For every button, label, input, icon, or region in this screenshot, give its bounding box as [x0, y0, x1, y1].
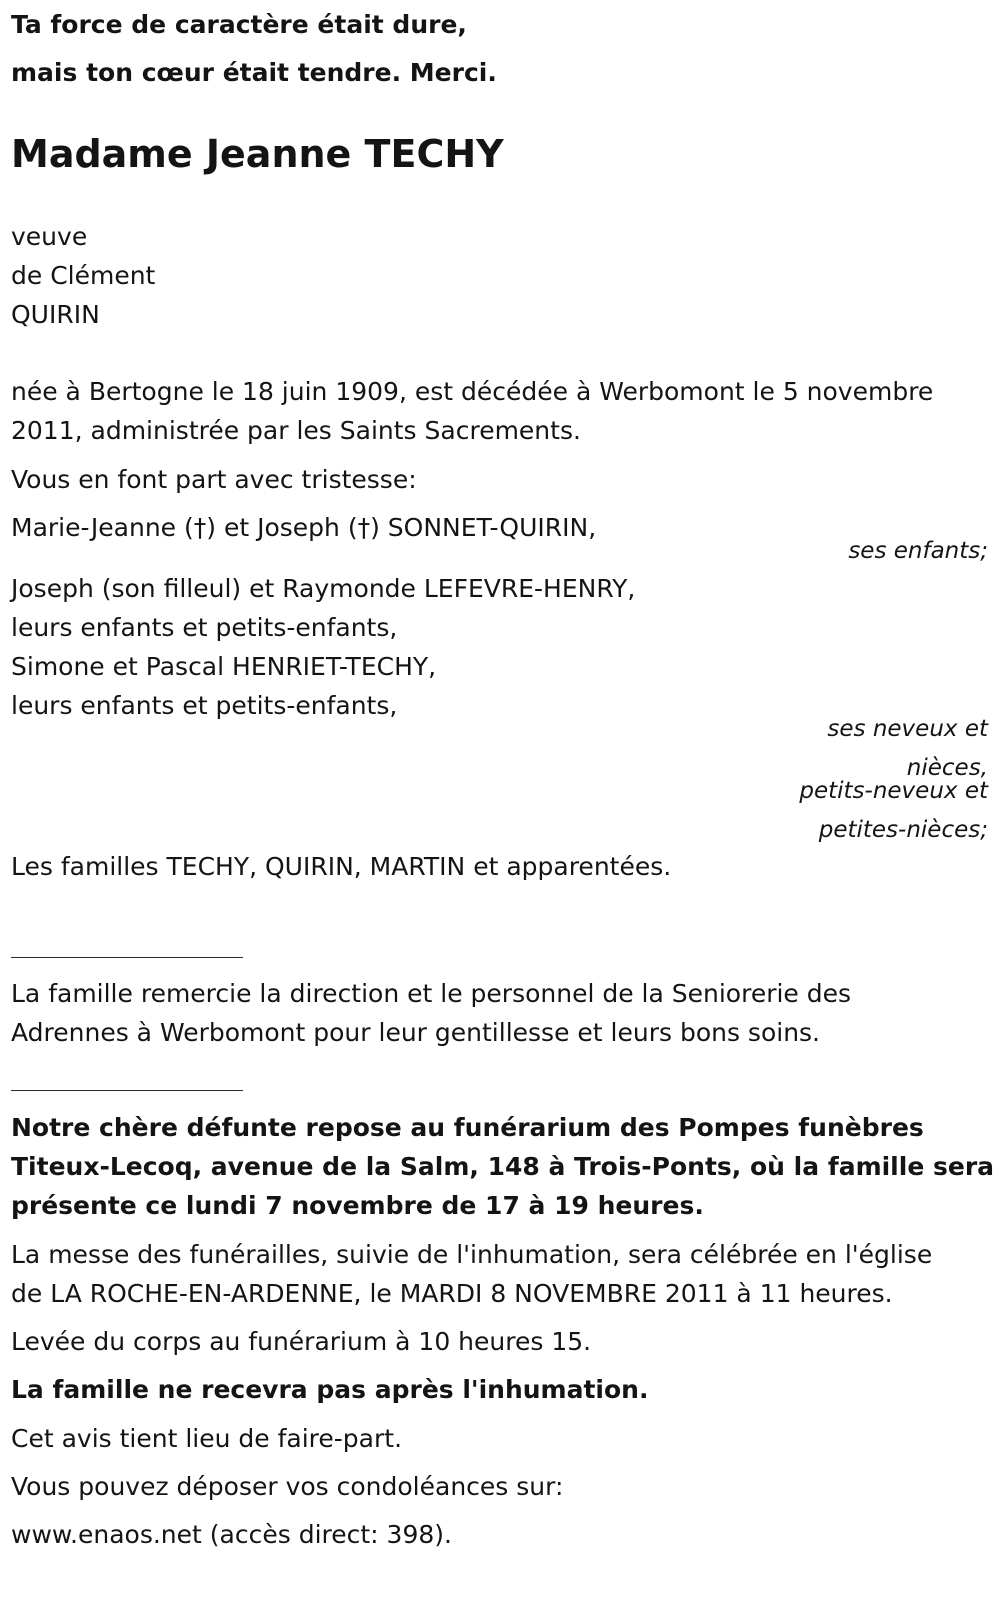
condolences-site: www.enaos.net (accès direct: 398). [11, 1520, 452, 1549]
notice-line: Cet avis tient lieu de faire-part. [11, 1424, 403, 1453]
nephews-role-line-1: ses neveux et [827, 716, 988, 742]
mass-line-1: La messe des funérailles, suivie de l'inhumation, sera célébrée en l'église [11, 1240, 933, 1269]
condolences-intro: Vous pouvez déposer vos condoléances sur: [11, 1472, 564, 1501]
family-intro: Vous en font part avec tristesse: [11, 465, 417, 494]
rest-line-2: Titeux-Lecoq, avenue de la Salm, 148 à Trois-Ponts, où la famille sera [11, 1152, 995, 1181]
separator-2 [11, 1090, 243, 1091]
deceased-name: Madame Jeanne TECHY [11, 132, 504, 176]
nephews-line-1: Joseph (son filleul) et Raymonde LEFEVRE-HENRY, [11, 574, 636, 603]
epigraph-line-2: mais ton cœur était tendre. Merci. [11, 58, 497, 87]
rest-line-3: présente ce lundi 7 novembre de 17 à 19 heures. [11, 1191, 704, 1220]
rest-line-1: Notre chère défunte repose au funérarium des Pompes funèbres [11, 1113, 924, 1142]
children-role: ses enfants; [848, 538, 988, 564]
nephews-line-2: leurs enfants et petits-enfants, [11, 613, 398, 642]
status-line-2: de Clément [11, 261, 156, 290]
families-line: Les familles TECHY, QUIRIN, MARTIN et apparentées. [11, 852, 672, 881]
birth-death-line-1: née à Bertogne le 18 juin 1909, est décédée à Werbomont le 5 novembre [11, 377, 934, 406]
children-line: Marie-Jeanne (†) et Joseph (†) SONNET-QUIRIN, [11, 513, 597, 542]
thanks-line-2: Adrennes à Werbomont pour leur gentillesse et leurs bons soins. [11, 1018, 821, 1047]
nephews-line-3: Simone et Pascal HENRIET-TECHY, [11, 652, 437, 681]
no-reception-line: La famille ne recevra pas après l'inhumation. [11, 1375, 649, 1404]
mass-line-2: de LA ROCHE-EN-ARDENNE, le MARDI 8 NOVEMBRE 2011 à 11 heures. [11, 1279, 893, 1308]
status-line-3: QUIRIN [11, 300, 100, 329]
birth-death-line-2: 2011, administrée par les Saints Sacrements. [11, 416, 581, 445]
nephews-role-line-4: petites-nièces; [818, 817, 988, 843]
separator-1 [11, 957, 243, 958]
nephews-line-4: leurs enfants et petits-enfants, [11, 691, 398, 720]
thanks-line-1: La famille remercie la direction et le personnel de la Seniorerie des [11, 979, 852, 1008]
epigraph-line-1: Ta force de caractère était dure, [11, 10, 467, 39]
levee-line: Levée du corps au funérarium à 10 heures 15. [11, 1327, 592, 1356]
status-line-1: veuve [11, 222, 88, 251]
nephews-role-line-2: nièces, [906, 755, 988, 781]
nephews-role-line-3: petits-neveux et [799, 778, 988, 804]
